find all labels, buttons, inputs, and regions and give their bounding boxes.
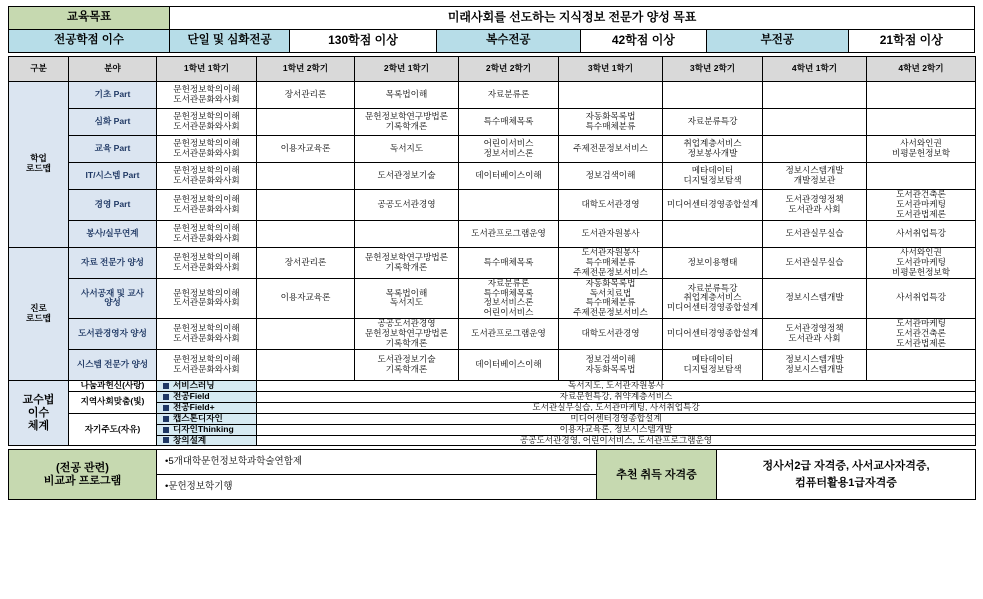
group-label-teaching: 교수법 이수 체계 xyxy=(9,381,69,446)
course-cell: 문헌정보학의이해 도서관문화와사회 xyxy=(157,247,257,278)
course-cell: 정보검색이해 자동화목록법 xyxy=(559,350,663,381)
course-cell xyxy=(257,350,355,381)
table-row xyxy=(9,136,976,163)
teaching-item xyxy=(157,402,257,413)
square-bullet-icon xyxy=(163,437,169,443)
course-cell: 이용자교육론 xyxy=(257,278,355,319)
course-cell: 정보시스템개발 개발정보관 xyxy=(763,163,867,190)
course-cell: 자동화목록법 독서치료법 특수매체분류 주제전문정보서비스 xyxy=(559,278,663,319)
field-label: 경영 Part xyxy=(69,190,157,221)
table-row xyxy=(9,163,976,190)
course-cell: 장서관리론 xyxy=(257,82,355,109)
course-cell: 문헌정보학의이해 도서관문화와사회 xyxy=(157,220,257,247)
teaching-item xyxy=(157,424,257,435)
course-cell: 도서관마케팅 도서관건축론 도서관법제론 xyxy=(867,319,976,350)
course-cell: 사서취업특강 xyxy=(867,278,976,319)
table-row xyxy=(9,109,976,136)
course-cell: 미디어센터경영종합설계 xyxy=(663,319,763,350)
course-cell: 자료분류특강 취업계층서비스 미디어센터경영종합설계 xyxy=(663,278,763,319)
credit-row xyxy=(9,30,975,53)
goal-text: 미래사회를 선도하는 지식정보 전문가 양성 목표 xyxy=(170,7,975,30)
field-label: 시스템 전문가 양성 xyxy=(69,350,157,381)
teaching-item-label: 서비스러닝 xyxy=(173,380,215,391)
certificate-label: 추천 취득 자격증 xyxy=(597,450,717,500)
col-header-1: 분야 xyxy=(69,57,157,82)
course-cell: 문헌정보학의이해 도서관문화와사회 xyxy=(157,82,257,109)
table-row xyxy=(9,247,976,278)
course-cell xyxy=(459,190,559,221)
course-cell: 문헌정보학의이해 도서관문화와사회 xyxy=(157,109,257,136)
field-label: 사서공재 및 교사 양성 xyxy=(69,278,157,319)
teaching-desc: 독서지도, 도서관자원봉사 xyxy=(257,381,976,392)
col-header-7: 3학년 2학기 xyxy=(663,57,763,82)
course-cell xyxy=(763,82,867,109)
course-cell: 공공도서관경영 문헌정보학연구방법론 기록학개론 xyxy=(355,319,459,350)
course-cell: 자료분류특강 xyxy=(663,109,763,136)
course-cell: 공공도서관경영 xyxy=(355,190,459,221)
course-cell xyxy=(257,220,355,247)
table-row xyxy=(9,392,976,403)
course-cell xyxy=(257,163,355,190)
credit-name-2: 부전공 xyxy=(707,30,849,53)
course-cell: 특수매체목록 xyxy=(459,247,559,278)
teaching-item xyxy=(157,435,257,446)
course-cell: 이용자교육론 xyxy=(257,136,355,163)
course-cell xyxy=(559,82,663,109)
goal-row xyxy=(9,7,975,30)
course-cell: 정보시스템개발 정보시스템개발 xyxy=(763,350,867,381)
teaching-category: 지역사회맞춤(빛) xyxy=(69,392,157,414)
course-cell xyxy=(257,190,355,221)
square-bullet-icon xyxy=(163,394,169,400)
extracurricular-label: (전공 관련) 비교과 프로그램 xyxy=(9,450,157,500)
col-header-4: 2학년 1학기 xyxy=(355,57,459,82)
course-cell: 특수매체목록 xyxy=(459,109,559,136)
col-header-3: 1학년 2학기 xyxy=(257,57,355,82)
course-cell xyxy=(355,220,459,247)
teaching-category: 자기주도(자유) xyxy=(69,413,157,446)
field-label: IT/시스템 Part xyxy=(69,163,157,190)
bottom-row xyxy=(9,450,976,475)
teaching-item-label: 전공Field xyxy=(173,391,210,401)
course-cell: 자료분류론 xyxy=(459,82,559,109)
course-cell: 문헌정보학연구방법론 기록학개론 xyxy=(355,109,459,136)
course-cell: 도서관경영정책 도서관과 사회 xyxy=(763,190,867,221)
teaching-item xyxy=(157,413,257,424)
roadmap-table xyxy=(8,56,976,446)
course-cell: 정보검색이해 xyxy=(559,163,663,190)
field-label: 기초 Part xyxy=(69,82,157,109)
course-cell xyxy=(763,109,867,136)
credit-label: 전공학점 이수 xyxy=(9,30,170,53)
course-cell: 도서관경영정책 도서관과 사회 xyxy=(763,319,867,350)
course-cell xyxy=(663,82,763,109)
course-cell: 미디어센터경영종합설계 xyxy=(663,190,763,221)
certificate-text: 정사서2급 자격증, 사서교사자격증, 컴퓨터활용1급자격증 xyxy=(717,450,976,500)
field-label: 자료 전문가 양성 xyxy=(69,247,157,278)
course-cell xyxy=(257,319,355,350)
col-header-8: 4학년 1학기 xyxy=(763,57,867,82)
course-cell: 도서관프로그램운영 xyxy=(459,220,559,247)
course-cell: 도서관정보기술 xyxy=(355,163,459,190)
group-label-academic: 학업 로드맵 xyxy=(9,82,69,248)
teaching-desc: 도서관실무실습, 도서관마케팅, 사서취업특강 xyxy=(257,402,976,413)
course-cell: 도서관자원봉사 xyxy=(559,220,663,247)
course-cell xyxy=(663,220,763,247)
table-row xyxy=(9,82,976,109)
course-cell: 도서관실무실습 xyxy=(763,247,867,278)
course-cell xyxy=(257,109,355,136)
table-row xyxy=(9,381,976,392)
credit-name-0: 단일 및 심화전공 xyxy=(170,30,290,53)
course-cell: 자료분류론 특수매체목록 정보서비스론 어린이서비스 xyxy=(459,278,559,319)
col-header-2: 1학년 1학기 xyxy=(157,57,257,82)
course-cell: 목록법이해 독서지도 xyxy=(355,278,459,319)
course-cell: 도서관자원봉사 특수매체분류 주제전문정보서비스 xyxy=(559,247,663,278)
course-cell: 사서와인권 비평문헌정보학 xyxy=(867,136,976,163)
extracurricular-item: •문헌정보학기행 xyxy=(157,475,597,500)
teaching-item-label: 캡스톤디자인 xyxy=(173,412,223,423)
course-cell: 도서관건축론 도서관마케팅 도서관법제론 xyxy=(867,190,976,221)
col-header-0: 구분 xyxy=(9,57,69,82)
square-bullet-icon xyxy=(163,427,169,433)
teaching-desc: 이용자교육론, 정보시스템개발 xyxy=(257,424,976,435)
teaching-desc: 공공도서관경영, 어린이서비스, 도서관프로그램운영 xyxy=(257,435,976,446)
course-cell: 문헌정보학의이해 도서관문화와사회 xyxy=(157,278,257,319)
table-row xyxy=(9,190,976,221)
course-cell xyxy=(867,350,976,381)
credit-name-1: 복수전공 xyxy=(436,30,580,53)
course-cell: 도서관프로그램운영 xyxy=(459,319,559,350)
credit-value-1: 42학점 이상 xyxy=(580,30,706,53)
field-label: 도서관경영자 양성 xyxy=(69,319,157,350)
teaching-item-label: 창의설계 xyxy=(173,434,207,445)
course-cell: 문헌정보학연구방법론 기록학개론 xyxy=(355,247,459,278)
course-cell xyxy=(867,82,976,109)
course-cell xyxy=(763,136,867,163)
course-cell: 대학도서관경영 xyxy=(559,319,663,350)
course-cell: 목록법이해 xyxy=(355,82,459,109)
course-cell: 문헌정보학의이해 도서관문화와사회 xyxy=(157,163,257,190)
course-cell: 도서관실무실습 xyxy=(763,220,867,247)
course-cell: 정보이용행태 xyxy=(663,247,763,278)
teaching-item xyxy=(157,381,257,392)
extracurricular-item: •5개대학문헌정보학과학술연합제 xyxy=(157,450,597,475)
credit-value-2: 21학점 이상 xyxy=(848,30,974,53)
course-cell: 메타데이터 디지털정보탐색 xyxy=(663,350,763,381)
field-label: 교육 Part xyxy=(69,136,157,163)
table-row xyxy=(9,278,976,319)
field-label: 봉사/실무연계 xyxy=(69,220,157,247)
course-cell: 사서취업특강 xyxy=(867,220,976,247)
course-cell: 데이터베이스이해 xyxy=(459,350,559,381)
column-header-row xyxy=(9,57,976,82)
course-cell: 취업계층서비스 정보봉사개발 xyxy=(663,136,763,163)
course-cell: 대학도서관경영 xyxy=(559,190,663,221)
group-label-career: 진로 로드맵 xyxy=(9,247,69,381)
teaching-desc: 자료문헌특강, 취약계층서비스 xyxy=(257,392,976,403)
table-row xyxy=(9,319,976,350)
teaching-item-label: 디자인Thinking xyxy=(173,423,234,434)
course-cell: 문헌정보학의이해 도서관문화와사회 xyxy=(157,350,257,381)
credit-value-0: 130학점 이상 xyxy=(289,30,436,53)
table-row xyxy=(9,220,976,247)
table-row xyxy=(9,350,976,381)
course-cell: 메타데이터 디지털정보탐색 xyxy=(663,163,763,190)
course-cell: 도서관정보기술 기록학개론 xyxy=(355,350,459,381)
square-bullet-icon xyxy=(163,416,169,422)
teaching-desc: 미디어센터경영종합설계 xyxy=(257,413,976,424)
course-cell xyxy=(867,163,976,190)
course-cell: 주제전문정보서비스 xyxy=(559,136,663,163)
course-cell: 독서지도 xyxy=(355,136,459,163)
course-cell: 정보시스템개발 xyxy=(763,278,867,319)
course-cell xyxy=(867,109,976,136)
square-bullet-icon xyxy=(163,405,169,411)
course-cell: 문헌정보학의이해 도서관문화와사회 xyxy=(157,136,257,163)
course-cell: 사서와인권 도서관마케팅 비평문헌정보학 xyxy=(867,247,976,278)
col-header-6: 3학년 1학기 xyxy=(559,57,663,82)
course-cell: 어린이서비스 정보서비스론 xyxy=(459,136,559,163)
course-cell: 장서관리론 xyxy=(257,247,355,278)
course-cell: 문헌정보학의이해 도서관문화와사회 xyxy=(157,190,257,221)
col-header-5: 2학년 2학기 xyxy=(459,57,559,82)
course-cell: 데이터베이스이해 xyxy=(459,163,559,190)
course-cell: 자동화목록법 특수매체분류 xyxy=(559,109,663,136)
goal-label: 교육목표 xyxy=(9,7,170,30)
teaching-item xyxy=(157,392,257,403)
goal-credit-table xyxy=(8,6,975,53)
col-header-9: 4학년 2학기 xyxy=(867,57,976,82)
course-cell: 문헌정보학의이해 도서관문화와사회 xyxy=(157,319,257,350)
square-bullet-icon xyxy=(163,383,169,389)
teaching-item-label: 전공Field+ xyxy=(173,401,215,412)
field-label: 심화 Part xyxy=(69,109,157,136)
bottom-table xyxy=(8,449,976,500)
table-row xyxy=(9,413,976,424)
teaching-category: 나눔과헌신(사랑) xyxy=(69,381,157,392)
